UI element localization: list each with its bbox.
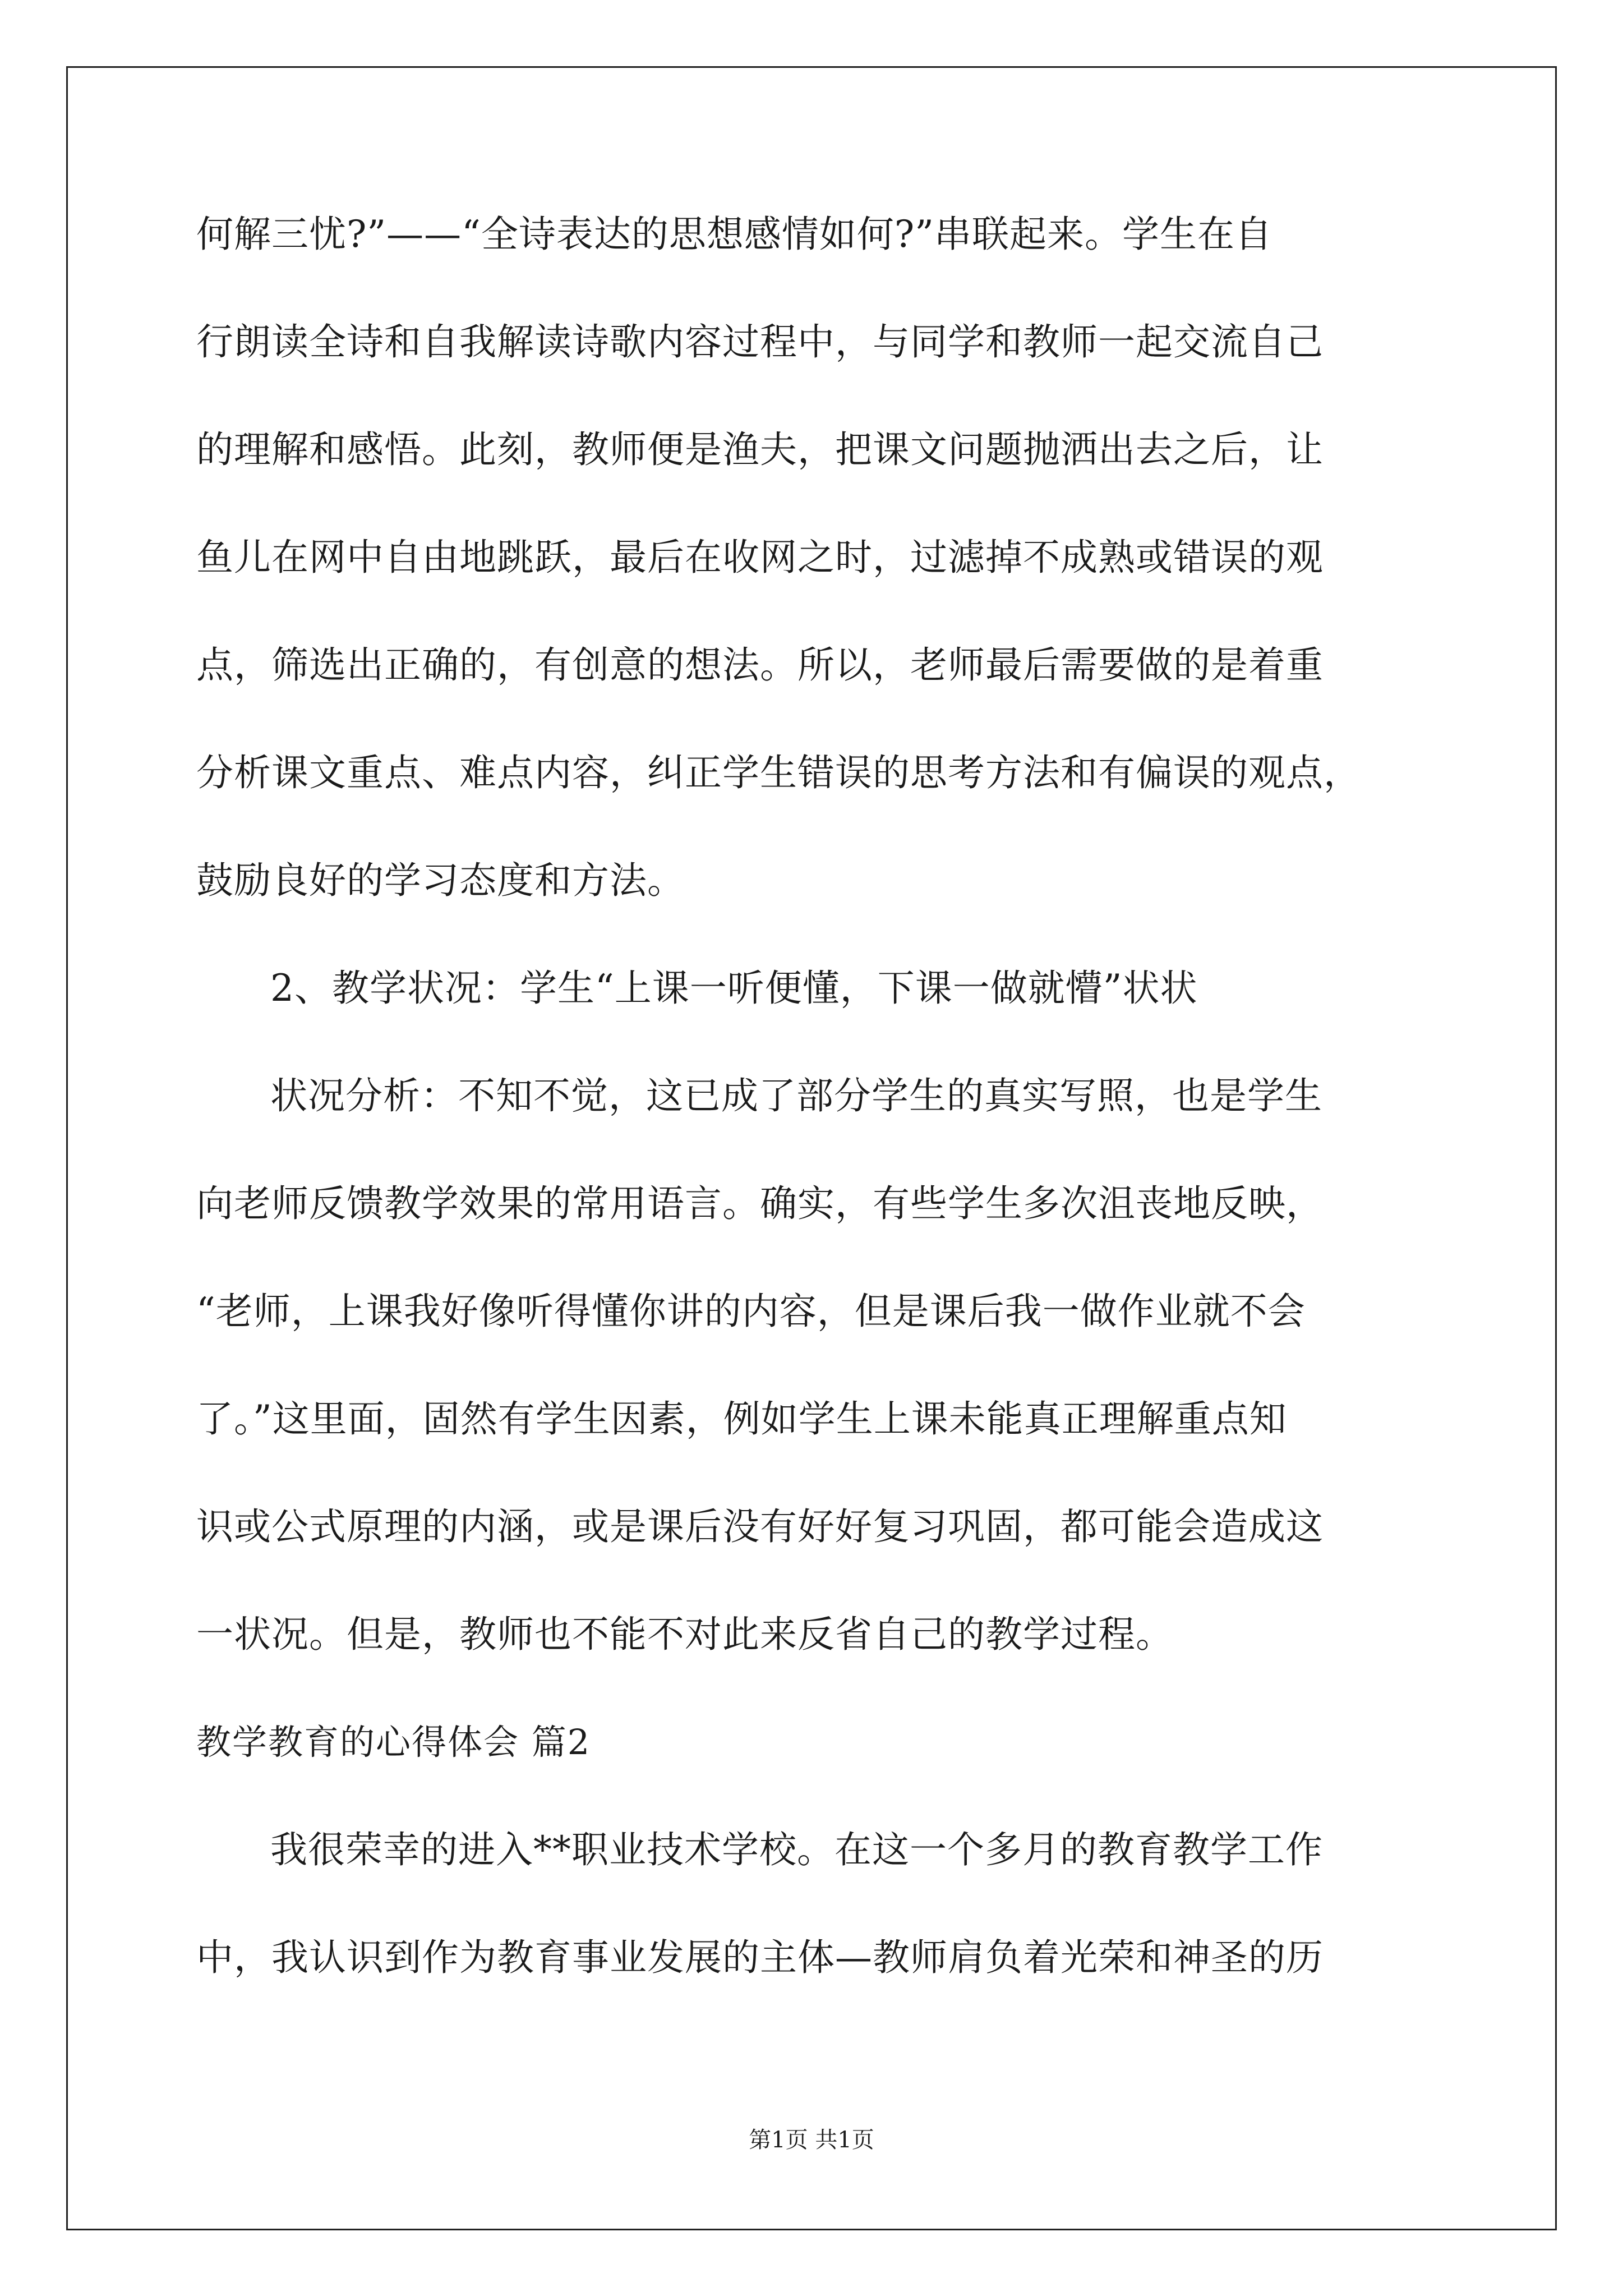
paragraph-line: 中，我认识到作为教育事业发展的主体—教师肩负着光荣和神圣的历 <box>196 1936 1324 1979</box>
page-border <box>66 66 1557 2230</box>
paragraph-line: 识或公式原理的内涵，或是课后没有好好复习巩固，都可能会造成这 <box>196 1505 1324 1548</box>
paragraph-line: 我很荣幸的进入**职业技术学校。在这一个多月的教育教学工作 <box>270 1828 1323 1871</box>
paragraph-line: 何解三忧?”——“全诗表达的思想感情如何?”串联起来。学生在自 <box>196 213 1272 256</box>
paragraph-line: 2、教学状况：学生“上课一听便懂，下课一做就懵”状状 <box>270 967 1198 1010</box>
paragraph-line: 向老师反馈教学效果的常用语言。确实，有些学生多次沮丧地反映， <box>196 1182 1324 1225</box>
paragraph-line: 鼓励良好的学习态度和方法。 <box>196 859 685 902</box>
section-heading: 教学教育的心得体会 篇2 <box>196 1722 591 1763</box>
paragraph-line: “老师，上课我好像听得懂你讲的内容，但是课后我一做作业就不会 <box>196 1290 1306 1333</box>
page-number-footer: 第1页 共1页 <box>749 2127 874 2153</box>
paragraph-line: 状况分析：不知不觉，这已成了部分学生的真实写照，也是学生 <box>270 1074 1322 1117</box>
paragraph-line: 分析课文重点、难点内容，纠正学生错误的思考方法和有偏误的观点， <box>196 751 1361 794</box>
paragraph-line: 了。”这里面，固然有学生因素，例如学生上课未能真正理解重点知 <box>196 1397 1287 1441</box>
paragraph-line: 行朗读全诗和自我解读诗歌内容过程中，与同学和教师一起交流自己 <box>196 320 1324 364</box>
paragraph-line: 一状况。但是，教师也不能不对此来反省自己的教学过程。 <box>196 1613 1173 1656</box>
paragraph-line: 的理解和感悟。此刻，教师便是渔夫，把课文问题抛洒出去之后，让 <box>196 428 1324 471</box>
paragraph-line: 点，筛选出正确的，有创意的想法。所以，老师最后需要做的是着重 <box>196 643 1324 687</box>
paragraph-line: 鱼儿在网中自由地跳跃，最后在收网之时，过滤掉不成熟或错误的观 <box>196 536 1324 579</box>
